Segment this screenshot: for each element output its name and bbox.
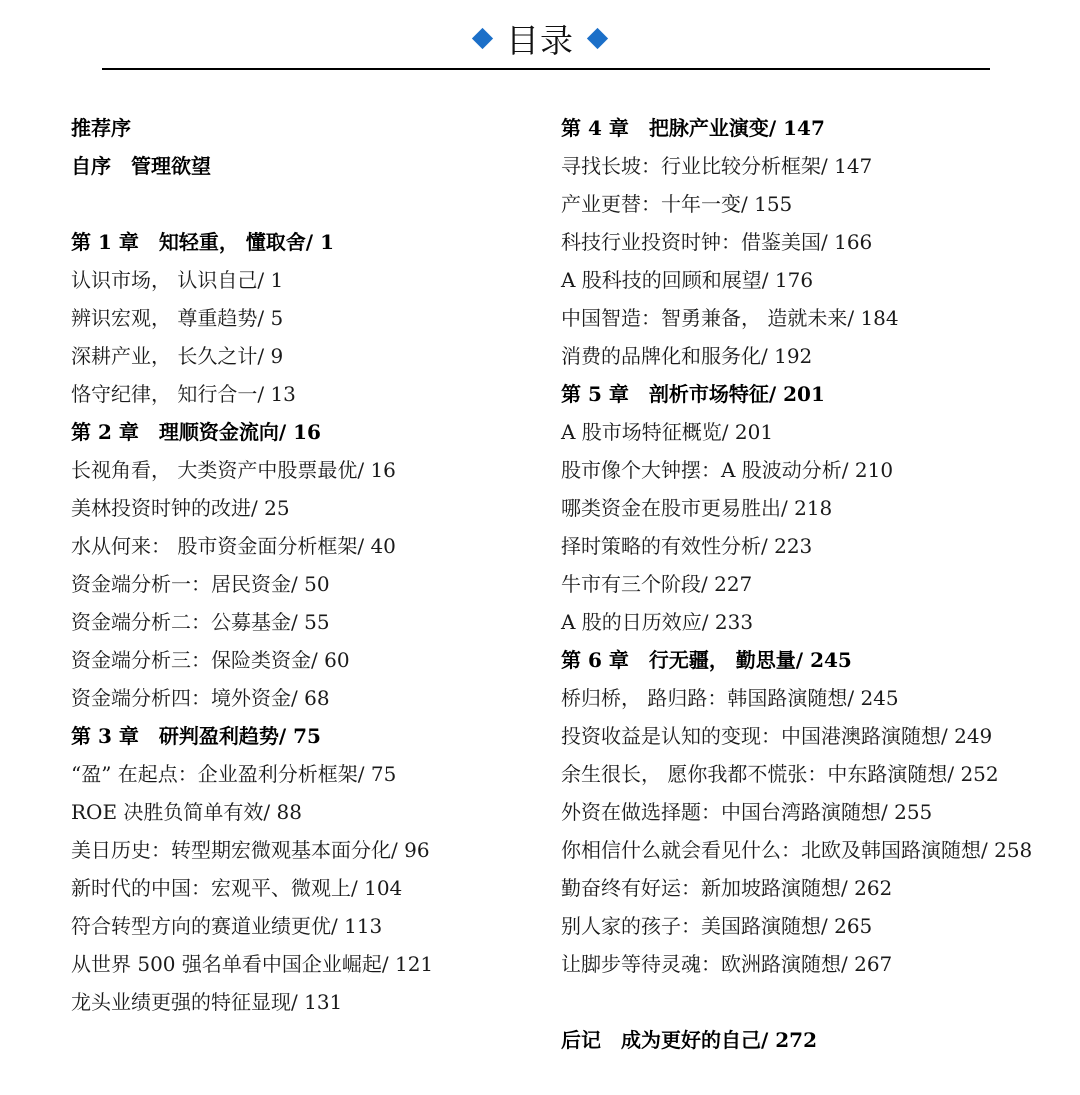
toc-entry[interactable]: 投资收益是认知的变现：中国港澳路演随想/ 249 (561, 724, 993, 748)
toc-entry[interactable]: “盈” 在起点：企业盈利分析框架/ 75 (71, 762, 397, 786)
toc-entry[interactable]: 资金端分析二：公募基金/ 55 (71, 610, 330, 634)
toc-entry[interactable]: 择时策略的有效性分析/ 223 (561, 534, 813, 558)
toc-entry[interactable]: 余生很长， 愿你我都不慌张：中东路演随想/ 252 (561, 762, 999, 786)
toc-entry[interactable]: A 股市场特征概览/ 201 (561, 420, 774, 444)
toc-entry[interactable]: 勤奋终有好运：新加坡路演随想/ 262 (561, 876, 893, 900)
toc-chapter-heading[interactable]: 第 6 章 行无疆， 勤思量/ 245 (561, 648, 852, 672)
toc-entry[interactable]: 桥归桥， 路归路：韩国路演随想/ 245 (561, 686, 899, 710)
toc-chapter-heading[interactable]: 第 5 章 剖析市场特征/ 201 (561, 382, 825, 406)
toc-entry[interactable]: A 股科技的回顾和展望/ 176 (561, 268, 814, 292)
toc-entry[interactable]: 科技行业投资时钟：借鉴美国/ 166 (561, 230, 873, 254)
toc-entry[interactable]: 哪类资金在股市更易胜出/ 218 (561, 496, 833, 520)
toc-chapter-heading[interactable]: 推荐序 (71, 116, 131, 140)
diamond-icon (472, 27, 493, 48)
toc-entry[interactable]: 从世界 500 强名单看中国企业崛起/ 121 (71, 952, 434, 976)
toc-entry[interactable]: 别人家的孩子：美国路演随想/ 265 (561, 914, 873, 938)
toc-spacer (71, 185, 531, 223)
toc-spacer (561, 983, 1076, 1021)
toc-chapter-heading[interactable]: 后记 成为更好的自己/ 272 (561, 1028, 818, 1052)
toc-entry[interactable]: A 股的日历效应/ 233 (561, 610, 754, 634)
toc-left-column (71, 109, 531, 1021)
toc-entry[interactable]: 资金端分析三：保险类资金/ 60 (71, 648, 350, 672)
diamond-icon (587, 27, 608, 48)
toc-chapter-heading[interactable]: 第 4 章 把脉产业演变/ 147 (561, 116, 825, 140)
toc-entry[interactable]: 产业更替：十年一变/ 155 (561, 192, 793, 216)
title-divider (102, 68, 990, 70)
toc-entry[interactable]: 恪守纪律， 知行合一/ 13 (71, 382, 296, 406)
toc-entry[interactable]: ROE 决胜负简单有效/ 88 (71, 800, 302, 824)
toc-entry[interactable]: 符合转型方向的赛道业绩更优/ 113 (71, 914, 383, 938)
toc-entry[interactable]: 股市像个大钟摆：A 股波动分析/ 210 (561, 458, 894, 482)
page-header (0, 10, 1080, 66)
toc-entry[interactable]: 资金端分析四：境外资金/ 68 (71, 686, 330, 710)
toc-chapter-heading[interactable]: 自序 管理欲望 (71, 154, 211, 178)
toc-entry[interactable]: 深耕产业， 长久之计/ 9 (71, 344, 284, 368)
toc-entry[interactable]: 辨识宏观， 尊重趋势/ 5 (71, 306, 284, 330)
toc-entry[interactable]: 你相信什么就会看见什么：北欧及韩国路演随想/ 258 (561, 838, 1033, 862)
toc-chapter-heading[interactable]: 第 2 章 理顺资金流向/ 16 (71, 420, 321, 444)
page-title: 目录 (506, 20, 574, 60)
toc-entry[interactable]: 资金端分析一：居民资金/ 50 (71, 572, 330, 596)
toc-entry[interactable]: 外资在做选择题：中国台湾路演随想/ 255 (561, 800, 933, 824)
toc-entry[interactable]: 认识市场， 认识自己/ 1 (71, 268, 284, 292)
toc-chapter-heading[interactable]: 第 1 章 知轻重， 懂取舍/ 1 (71, 230, 334, 254)
toc-entry[interactable]: 让脚步等待灵魂：欧洲路演随想/ 267 (561, 952, 893, 976)
toc-entry[interactable]: 中国智造：智勇兼备， 造就未来/ 184 (561, 306, 899, 330)
toc-entry[interactable]: 水从何来： 股市资金面分析框架/ 40 (71, 534, 396, 558)
toc-right-column (561, 109, 1076, 1059)
toc-entry[interactable]: 消费的品牌化和服务化/ 192 (561, 344, 813, 368)
toc-chapter-heading[interactable]: 第 3 章 研判盈利趋势/ 75 (71, 724, 321, 748)
toc-entry[interactable]: 牛市有三个阶段/ 227 (561, 572, 753, 596)
toc-entry[interactable]: 龙头业绩更强的特征显现/ 131 (71, 990, 343, 1014)
toc-entry[interactable]: 寻找长坡：行业比较分析框架/ 147 (561, 154, 873, 178)
toc-entry[interactable]: 美日历史：转型期宏微观基本面分化/ 96 (71, 838, 430, 862)
toc-entry[interactable]: 美林投资时钟的改进/ 25 (71, 496, 290, 520)
toc-entry[interactable]: 新时代的中国：宏观平、微观上/ 104 (71, 876, 403, 900)
toc-entry[interactable]: 长视角看， 大类资产中股票最优/ 16 (71, 458, 396, 482)
